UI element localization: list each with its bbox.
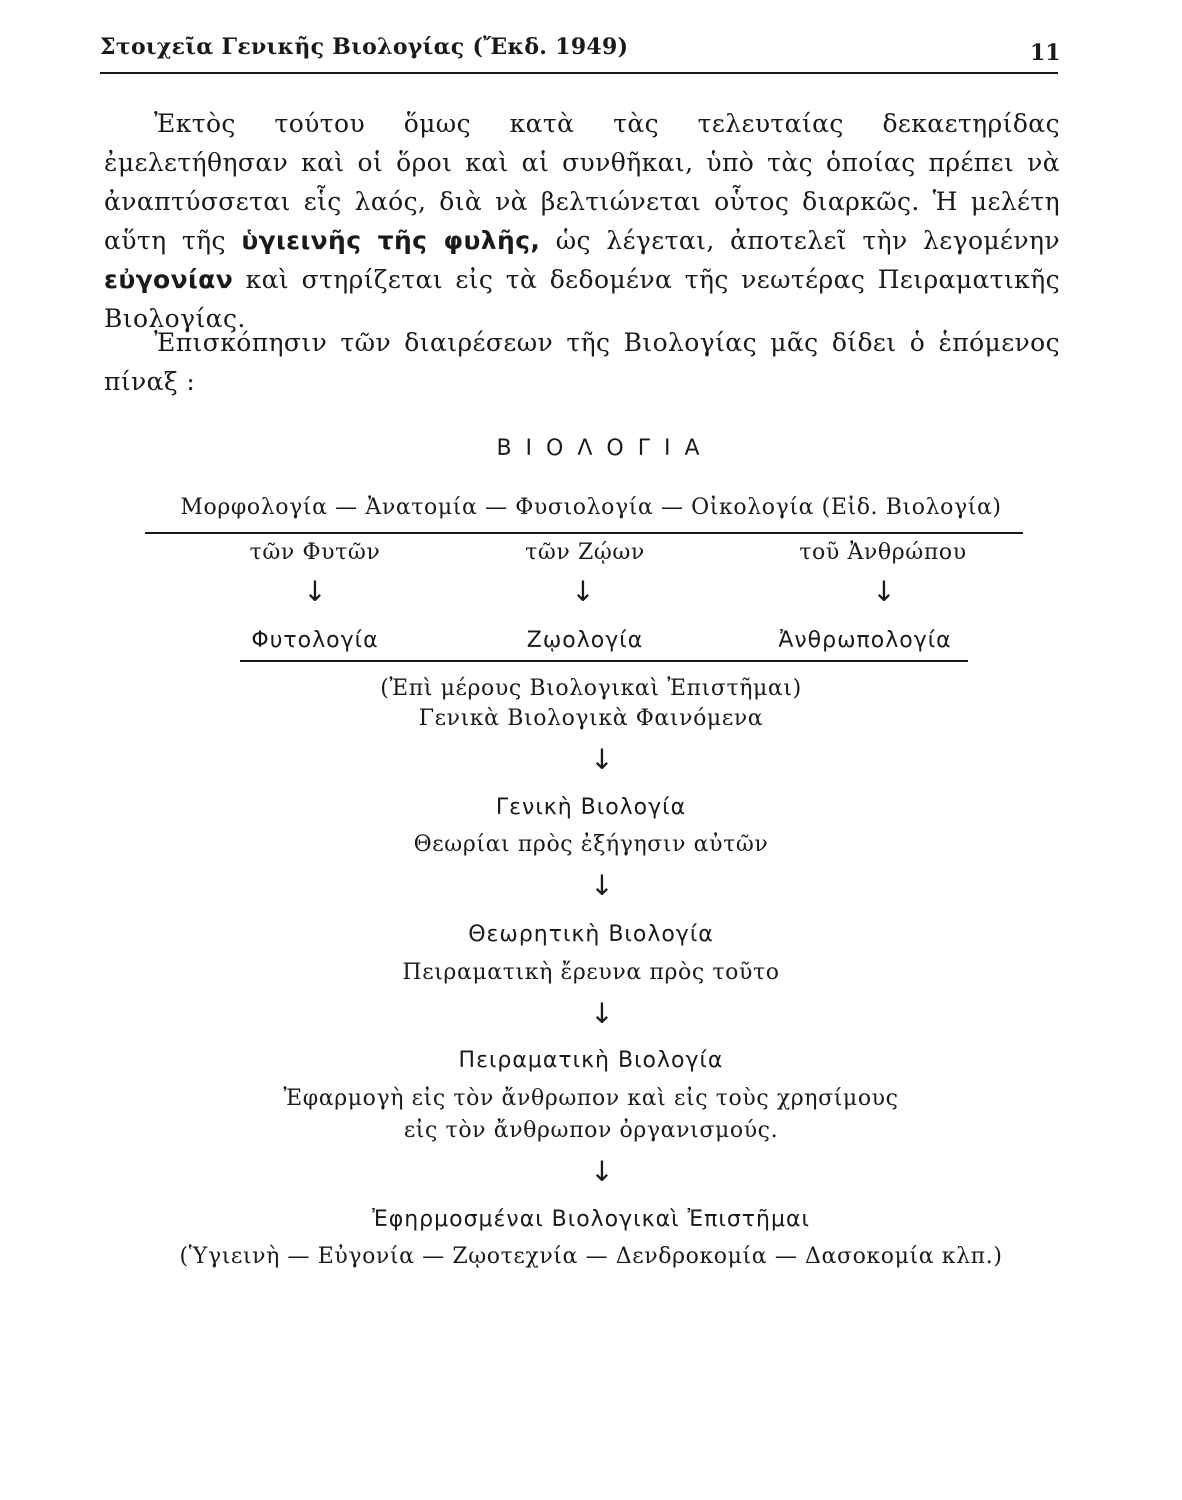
general-biology: Γενικὴ Βιολογία (495, 795, 687, 820)
experimental-biology: Πειραματικὴ Βιολογία (458, 1048, 724, 1073)
intro-text-p2: Ἐπισκόπησιν τῶν διαιρέσεων τῆς Βιολογίας μᾶς δίδει ὁ ἑπόμενος πίναξ : (104, 328, 1060, 396)
column-human-subject: τοῦ Ἀνθρώπου (799, 540, 967, 565)
branches-line: Μορφολογία — Ἀνατομία — Φυσιολογία — Οἰκολογία (Εἰδ. Βιολογία) (180, 495, 1002, 520)
column-animals-science: Ζῳολογία (526, 628, 644, 653)
branches-rule (145, 532, 1023, 534)
arrow-down-icon: ↓ (590, 1155, 614, 1188)
intro-paragraph-1 (104, 104, 1060, 338)
column-human-science: Ἀνθρωπολογία (778, 628, 952, 653)
running-header-title: Στοιχεῖα Γενικῆς Βιολογίας (Ἔκδ. 1949) (100, 34, 629, 60)
applied-list: (Ὑγιεινὴ — Εὐγονία — Ζῳοτεχνία — Δενδροκομία — Δασοκομία κλπ.) (179, 1244, 1003, 1269)
application-line-1: Ἐφαρμογὴ εἰς τὸν ἄνθρωπον καὶ εἰς τοὺς χρησίμους (283, 1086, 899, 1111)
intro-paragraph-2 (104, 323, 1060, 401)
column-animals-subject: τῶν Ζῴων (525, 540, 645, 565)
column-plants-subject: τῶν Φυτῶν (249, 540, 381, 565)
column-plants-science: Φυτολογία (251, 628, 379, 653)
intro-bold-eugenics: εὐγονίαν (104, 265, 234, 294)
sciences-rule (240, 660, 968, 662)
arrow-down-icon: ↓ (590, 869, 614, 902)
arrow-down-icon: ↓ (872, 575, 896, 608)
arrow-down-icon: ↓ (590, 997, 614, 1030)
intro-text-part2: ὡς λέγεται, ἀποτελεῖ τὴν λεγομένην (555, 226, 1060, 255)
theoretical-biology: Θεωρητικὴ Βιολογία (468, 922, 714, 947)
chart-title: ΒΙΟΛΟΓΙΑ (496, 436, 714, 461)
general-phenomena: Γενικὰ Βιολογικὰ Φαινόμενα (418, 706, 764, 731)
experimental-research: Πειραματικὴ ἔρευνα πρὸς τοῦτο (402, 960, 780, 985)
applied-sciences: Ἐφηρμοσμέναι Βιολογικαὶ Ἐπιστῆμαι (372, 1207, 810, 1232)
intro-bold-hygiene: ὑγιεινῆς τῆς φυλῆς, (241, 226, 541, 255)
arrow-down-icon: ↓ (590, 743, 614, 776)
arrow-down-icon: ↓ (303, 575, 327, 608)
page-number: 11 (1030, 40, 1061, 66)
application-line-2: εἰς τὸν ἄνθρωπον ὀργανισμούς. (403, 1118, 779, 1143)
intro-text-part1: Ἐκτὸς τούτου ὅμως κατὰ τὰς τελευταίας δεκαετηρίδας ἐμελετήθησαν καὶ οἱ ὅροι καὶ αἱ συνθῆκαι, ὑπὸ τὰς ὁποίας πρέπει νὰ ἀναπτύσσεται εἷς λαός, διὰ νὰ βελτιώνεται οὗτος διαρκῶς. Ἡ μελέτη αὕτη τῆς (104, 109, 1060, 255)
partial-sciences: (Ἐπὶ μέρους Βιολογικαὶ Ἐπιστῆμαι) (380, 676, 802, 701)
theories: Θεωρίαι πρὸς ἐξήγησιν αὐτῶν (413, 832, 769, 857)
arrow-down-icon: ↓ (571, 575, 595, 608)
header-rule (100, 72, 1058, 74)
intro-text-part3: καὶ στηρίζεται εἰς τὰ δεδομένα τῆς νεωτέρας Πειραματικῆς Βιολογίας. (104, 265, 1060, 333)
